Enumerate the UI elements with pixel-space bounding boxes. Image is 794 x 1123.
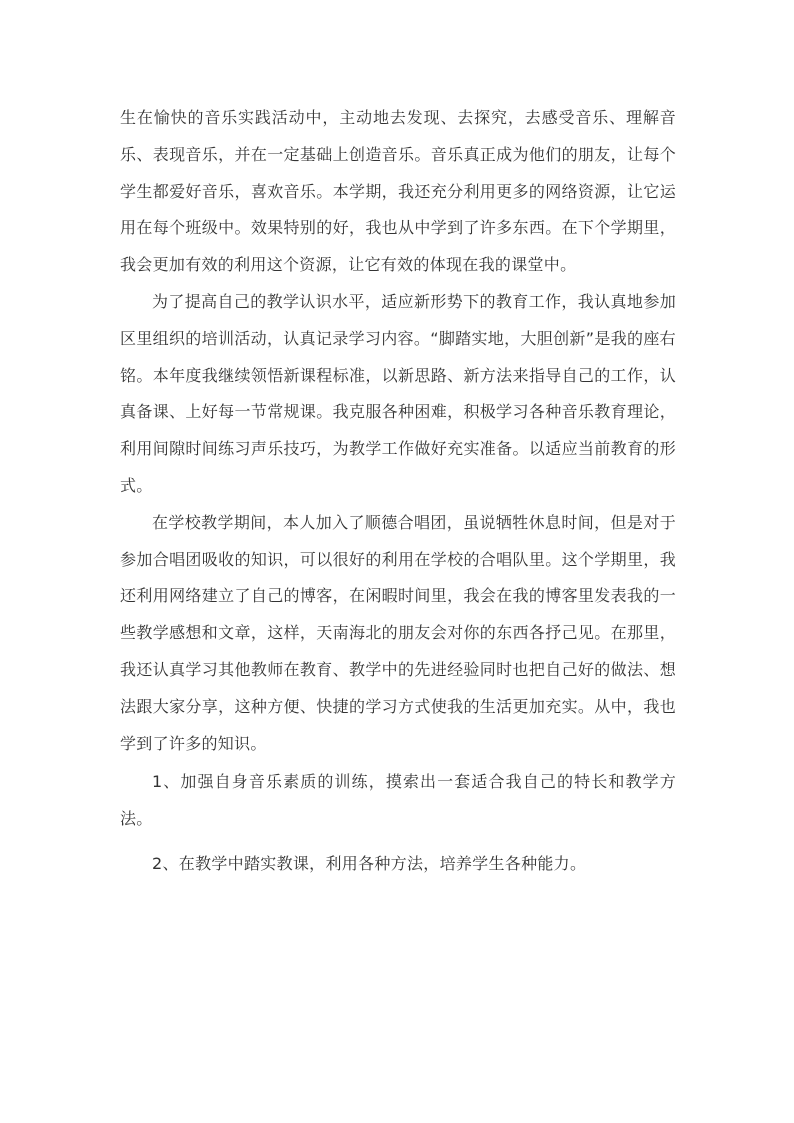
paragraph-training: 为了提高自己的教学认识水平，适应新形势下的教育工作，我认真地参加区里组织的培训活动，认真记录学习内容。“脚踏实地，大胆创新”是我的座右铭。本年度我继续领悟新课程标准，以新思路、新方法来指导自己的工作，认真备课、上好每一节常规课。我克服各种困难，积极学习各种音乐教育理论，利用间隙时间练习声乐技巧，为教学工作做好充实准备。以适应当前教育的形式。 <box>120 291 676 495</box>
document-body <box>120 100 676 883</box>
list-item-2: 2、在教学中踏实教课，利用各种方法，培养学生各种能力。 <box>152 853 587 873</box>
paragraph-choir-blog: 在学校教学期间，本人加入了顺德合唱团，虽说牺牲休息时间，但是对于参加合唱团吸收的知识，可以很好的利用在学校的合唱队里。这个学期里，我还利用网络建立了自己的博客，在闲暇时间里，我会在我的博客里发表我的一些教学感想和文章，这样，天南海北的朋友会对你的东西各抒己见。在那里，我还认真学习其他教师在教育、教学中的先进经验同时也把自己好的做法、想法跟大家分享，这种方便、快捷的学习方式使我的生活更加充实。从中，我也学到了许多的知识。 <box>120 512 676 753</box>
paragraph-continuation: 生在愉快的音乐实践活动中，主动地去发现、去探究，去感受音乐、理解音乐、表现音乐，并在一定基础上创造音乐。音乐真正成为他们的朋友，让每个学生都爱好音乐，喜欢音乐。本学期，我还充分利用更多的网络资源，让它运用在每个班级中。效果特别的好，我也从中学到了许多东西。在下个学期里，我会更加有效的利用这个资源，让它有效的体现在我的课堂中。 <box>120 108 676 275</box>
list-item-1: 1、加强自身音乐素质的训练，摸索出一套适合我自己的特长和教学方法。 <box>120 772 676 829</box>
